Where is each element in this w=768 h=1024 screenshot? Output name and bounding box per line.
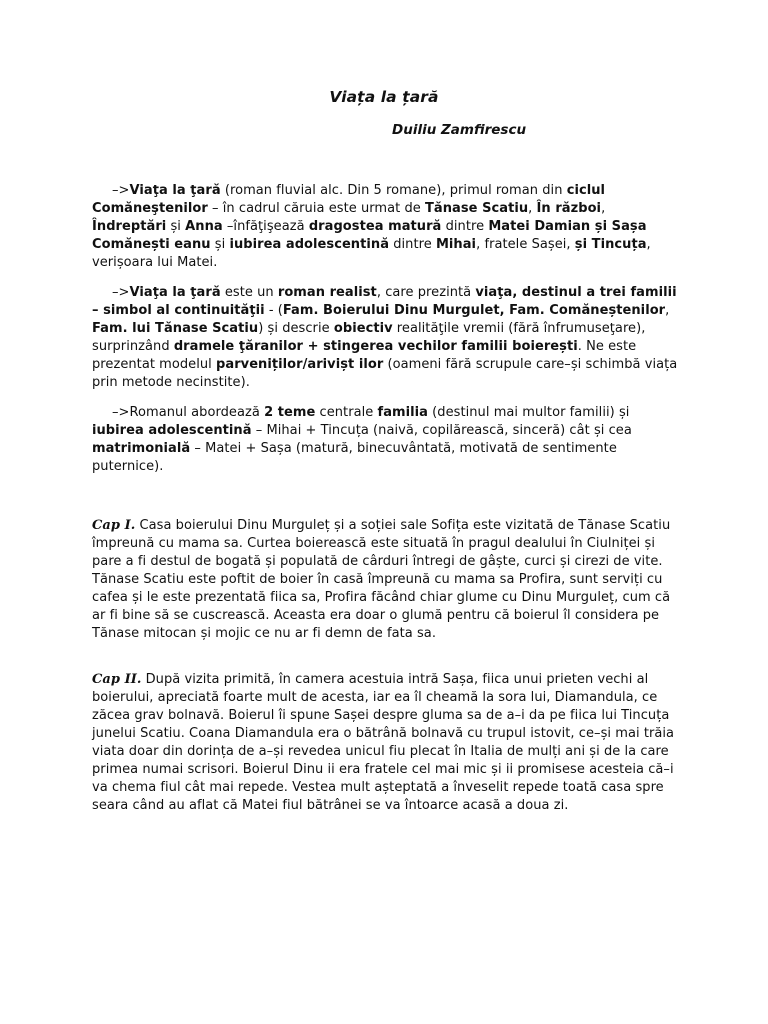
text-run: , — [601, 201, 606, 216]
bold-text: În război — [536, 201, 602, 216]
bold-text: Îndreptări — [92, 219, 167, 234]
bold-text: familia — [377, 405, 428, 420]
bold-text: viaţa, destinul a trei familii – simbol al continuităţii — [92, 285, 677, 318]
bold-text: Viaţa la ţară — [129, 285, 221, 300]
text-run: – în cadrul căruia este urmat de — [207, 201, 425, 216]
text-run: –>Romanul abordează — [112, 405, 265, 420]
chapter-label: Cap II. — [92, 672, 142, 687]
bold-text: dragostea matură — [308, 219, 442, 234]
chapter-label: Cap I. — [92, 518, 136, 533]
text-run: . Ne este prezentat modelul — [92, 339, 637, 372]
bold-text: obiectiv — [333, 321, 393, 336]
text-run: –înfăţişează — [222, 219, 309, 234]
text-run: este un — [220, 285, 278, 300]
bold-text: Tănase Scatiu — [425, 201, 529, 216]
text-run: dintre — [441, 219, 489, 234]
paragraph-realism — [92, 284, 678, 392]
text-run: , — [665, 303, 670, 318]
text-run: realităţile vremii (fără înfrumuseţare), surprinzând — [92, 321, 646, 354]
bold-text: 2 teme — [264, 405, 316, 420]
text-run: , care prezintă — [376, 285, 476, 300]
bold-text: Anna — [185, 219, 223, 234]
bold-text: Fam. lui Tănase Scatiu — [92, 321, 259, 336]
bold-text: Fam. Boierului Dinu Murgulet, Fam. Comăneștenilor — [282, 303, 666, 318]
text-run: ) și descrie — [258, 321, 334, 336]
text-run: - ( — [264, 303, 283, 318]
text-run: – Mihai + Tincuța (naivă, copilărească, sinceră) cât și cea — [251, 423, 632, 438]
text-run: După vizita primită, în camera acestuia intră Sașa, fiica unui prieten vechi al boierului, apreciată foarte mult de acesta, iar ea îl cheamă la sora lui, Diamandula, ce zăcea grav bolnavă. Boierul îi spune Sașei despre gluma sa de a–i da pe fiica lui Tincuța junelui Scatiu. Coana Diamandula era o bătrână bolnavă cu trupul istovit, ce–și mai trăia viata doar din dorința de a–și revedea unicul fiu plecat în Italia de mulți ani și de la care primea numai scrisori. Boierul Dinu ii era fratele cel mai mic și ii promisese acesteia că–i va chema fiul cât mai repede. Vestea mult așteptată a înveselit repede toată casa spre seara când au aflat că Matei fiul bătrânei se va întoarce acasă a doua zi. — [92, 672, 675, 813]
text-run: (roman fluvial alc. Din 5 romane), primul roman din — [220, 183, 567, 198]
document-author: Duiliu Zamfirescu — [392, 122, 527, 138]
document-title: Viața la țară — [329, 88, 439, 106]
text-run: , fratele Sașei, — [476, 237, 575, 252]
text-run: – Matei + Sașa (matură, binecuvântată, motivată de sentimente puternice). — [92, 441, 617, 474]
text-run: , — [528, 201, 537, 216]
text-run: Casa boierului Dinu Murguleț și a soției sale Sofița este vizitată de Tănase Scatiu împreună cu mama sa. Curtea boierească este situată în pragul dealului în Ciulniței și pare a fi destul de bogată și populată de cârduri întregi de gâște, curci și cirezi de vite. Tănase Scatiu este poftit de boier în casă împreună cu mama sa Profira, sunt serviți cu cafea și le este prezentată fiica sa, Profira făcând chiar glume cu Dinu Murguleț, cum că ar fi bine să se cuscrească. Aceasta era doar o glumă pentru că boierul îl considera pe Tănase mitocan și mojic ce nu ar fi demn de fata sa. — [92, 518, 671, 641]
bold-text: matrimonială — [92, 441, 191, 456]
paragraph-cap-1 — [92, 517, 678, 643]
bold-text: dramele ţăranilor + stingerea vechilor familii boierești — [173, 339, 578, 354]
text-run: centrale — [315, 405, 378, 420]
paragraph-themes — [92, 404, 678, 476]
bold-text: iubirea adolescentină — [92, 423, 252, 438]
paragraph-cap-2 — [92, 671, 678, 815]
text-run: dintre — [389, 237, 436, 252]
bold-text: și Tincuța — [574, 237, 647, 252]
bold-text: Viaţa la ţară — [129, 183, 221, 198]
bold-text: iubirea adolescentină — [229, 237, 390, 252]
text-run: și — [166, 219, 186, 234]
text-run: și — [210, 237, 230, 252]
text-run: –> — [112, 285, 130, 300]
bold-text: parveniților/arivișt ilor — [216, 357, 384, 372]
bold-text: roman realist — [277, 285, 377, 300]
text-run: , verișoara lui Matei. — [92, 237, 651, 270]
text-run: (oameni fără scrupule care–și schimbă viața prin metode necinstite). — [92, 357, 678, 390]
text-run: –> — [112, 183, 130, 198]
bold-text: ciclul Comăneştenilor — [92, 183, 606, 216]
paragraph-intro — [92, 182, 678, 272]
bold-text: Mihai — [435, 237, 477, 252]
bold-text: Matei Damian și Sașa Comănești eanu — [92, 219, 647, 252]
text-run: (destinul mai multor familii) și — [427, 405, 630, 420]
